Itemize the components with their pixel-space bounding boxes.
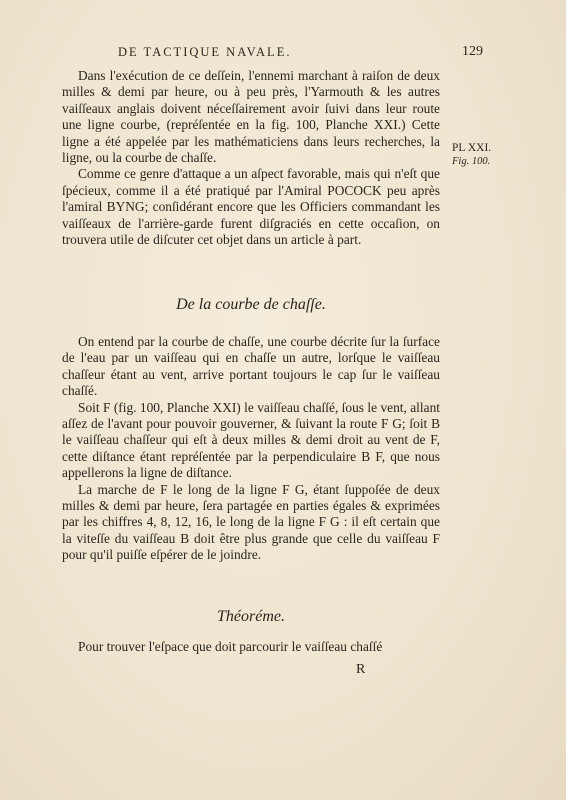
theorem-heading: Théoréme.: [217, 608, 285, 625]
body-text-block-1: [62, 68, 440, 248]
paragraph-4: Soit F (fig. 100, Planche XXI) le vaiſſeau chaſſé, ſous le vent, allant aſſez de l'avant pour pouvoir gouverner, & ſuivant la route F G; ſoit B le vaiſſeau chaſſeur qui eſt à deux milles & demi droit au vent de F, cette diſtance étant repréſentée par la perpendiculaire B F, que nous appellerons la ligne de diſtance.: [62, 399, 440, 481]
page-number: 129: [462, 44, 483, 59]
body-text-block-2: [62, 334, 440, 564]
paragraph-1: Dans l'exécution de ce deſſein, l'ennemi marchant à raiſon de deux milles & demi par heure, ou à peu près, l'Yarmouth & les autres vaiſſeaux anglais doivent néceſſairement avoir ſuivi dans leur route une ligne courbe, (repréſentée en la fig. 100, Planche XXI.) Cette ligne a été appelée par les mathématiciens dans leurs recherches, la ligne, ou la courbe de chaſſe.: [62, 68, 440, 166]
running-header: [118, 45, 483, 60]
margin-note-figure: Fig. 100.: [452, 156, 491, 167]
last-line: Pour trouver l'eſpace que doit parcourir le vaiſſeau chaſſé: [78, 639, 383, 654]
paragraph-5: La marche de F le long de la ligne F G, étant ſuppoſée de deux milles & demi par heure, ſera partagée en parties égales & exprimées par les chiffres 4, 8, 12, 16, le long de la ligne F G : il eſt certain que la viteſſe du vaiſſeau B doit être plus grande que celle du vaiſſeau F pour qu'il puiſſe eſpérer de le joindre.: [62, 481, 440, 563]
margin-note-plate: PL XXI.: [452, 142, 492, 154]
signature-mark: R: [356, 662, 366, 677]
paragraph-2: Comme ce genre d'attaque a un aſpect favorable, mais qui n'eſt que ſpécieux, comme il a été pratiqué par l'Amiral POCOCK peu après l'amiral BYNG; conſidérant encore que les Officiers commandant les vaiſſeaux de l'arrière-garde furent diſgraciés en cette occaſion, on trouvera utile de diſcuter cet objet dans un article à part.: [62, 166, 440, 248]
running-title: DE TACTIQUE NAVALE.: [118, 45, 292, 59]
section-heading: De la courbe de chaſſe.: [176, 296, 326, 313]
paragraph-3: On entend par la courbe de chaſſe, une courbe décrite ſur la ſurface de l'eau par un vaiſſeau qui en chaſſe un autre, lorſque le vaiſſeau chaſſeur étant au vent, arrive portant toujours le cap ſur le vaiſſeau chaſſé.: [62, 334, 440, 399]
